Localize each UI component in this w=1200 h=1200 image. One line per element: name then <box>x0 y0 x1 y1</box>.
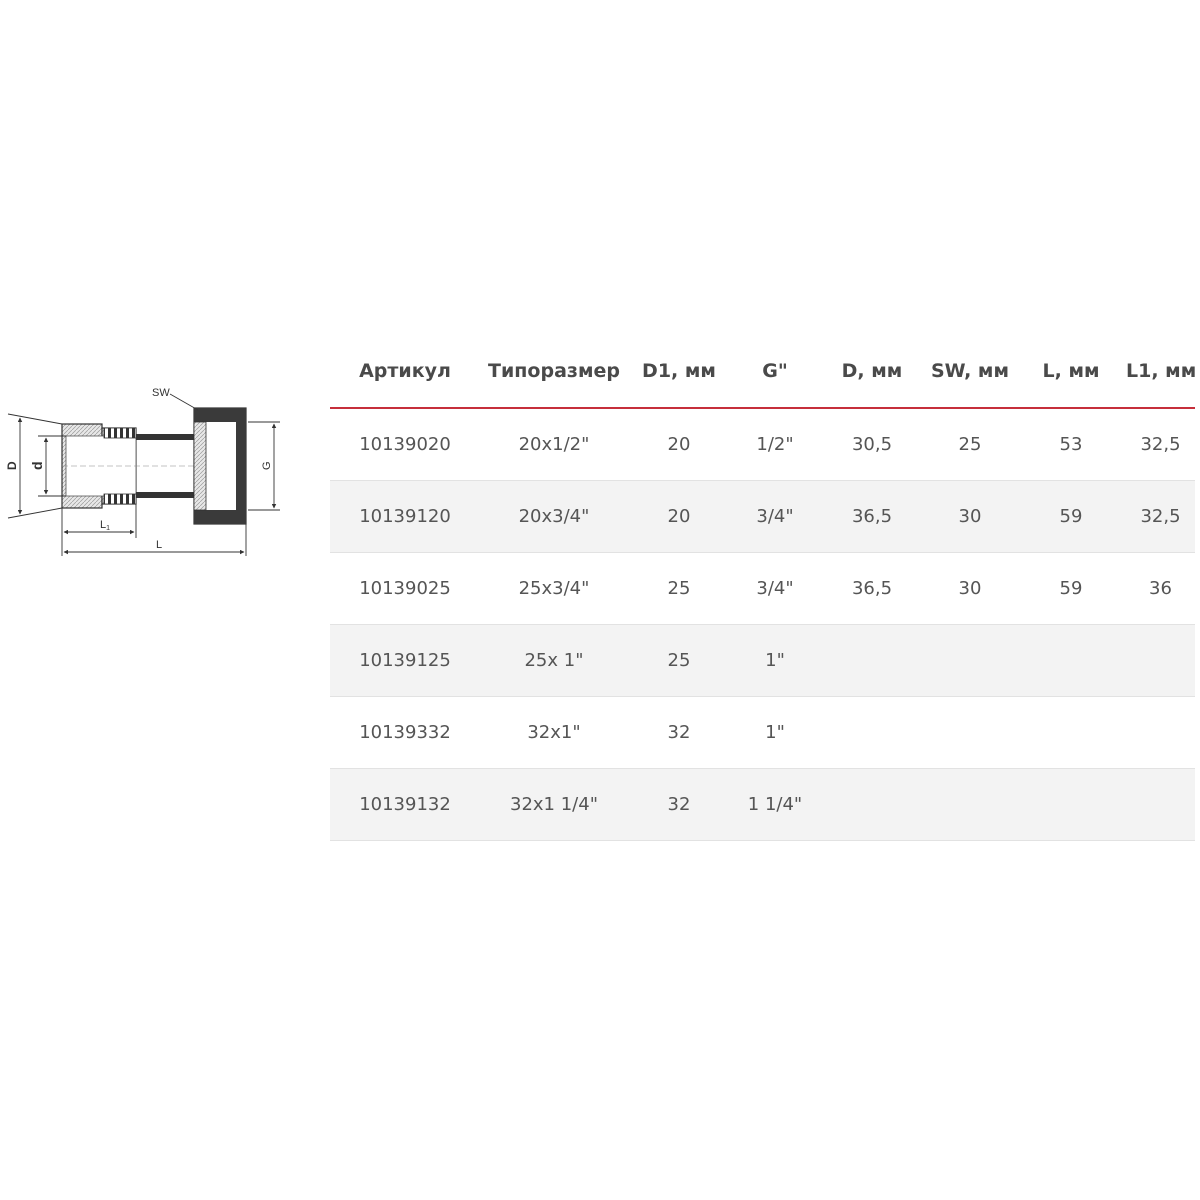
cell-g: 3/4" <box>730 553 820 625</box>
fitting-technical-drawing <box>0 378 300 568</box>
cell-l <box>1016 769 1126 841</box>
cell-d1: 25 <box>628 625 730 697</box>
cell-article: 10139132 <box>330 769 480 841</box>
header-l: L, мм <box>1016 335 1126 408</box>
header-l1: L1, мм <box>1126 335 1195 408</box>
cell-d <box>820 697 924 769</box>
spec-table <box>330 335 1195 841</box>
label-l1: L1 <box>100 519 111 532</box>
cell-d <box>820 769 924 841</box>
header-sw: SW, мм <box>924 335 1016 408</box>
table-row <box>330 625 1195 697</box>
cell-size: 25x3/4" <box>480 553 628 625</box>
cell-sw: 30 <box>924 481 1016 553</box>
table-row <box>330 408 1195 481</box>
cell-sw <box>924 769 1016 841</box>
cell-d1: 20 <box>628 408 730 481</box>
cell-article: 10139120 <box>330 481 480 553</box>
union-nut <box>194 408 246 524</box>
cell-l1 <box>1126 769 1195 841</box>
cell-d: 36,5 <box>820 481 924 553</box>
header-article: Артикул <box>330 335 480 408</box>
label-big-d: D <box>5 461 19 470</box>
table-row <box>330 481 1195 553</box>
cell-l: 53 <box>1016 408 1126 481</box>
cell-d: 30,5 <box>820 408 924 481</box>
cell-l1 <box>1126 697 1195 769</box>
cell-g: 1" <box>730 697 820 769</box>
cell-g: 3/4" <box>730 481 820 553</box>
cell-l1: 32,5 <box>1126 408 1195 481</box>
header-d1: D1, мм <box>628 335 730 408</box>
cell-article: 10139125 <box>330 625 480 697</box>
cell-sw <box>924 697 1016 769</box>
table-row <box>330 769 1195 841</box>
header-size: Типоразмер <box>480 335 628 408</box>
cell-l <box>1016 697 1126 769</box>
cell-size: 32x1 1/4" <box>480 769 628 841</box>
cell-size: 20x3/4" <box>480 481 628 553</box>
cell-d: 36,5 <box>820 553 924 625</box>
header-d: D, мм <box>820 335 924 408</box>
cell-l1: 36 <box>1126 553 1195 625</box>
cell-l <box>1016 625 1126 697</box>
label-small-d: d <box>29 461 45 470</box>
cell-size: 25x 1" <box>480 625 628 697</box>
cell-sw: 25 <box>924 408 1016 481</box>
table-header-row <box>330 335 1195 408</box>
cell-article: 10139025 <box>330 553 480 625</box>
cell-d1: 32 <box>628 769 730 841</box>
cell-size: 20x1/2" <box>480 408 628 481</box>
cell-d1: 32 <box>628 697 730 769</box>
cell-g: 1/2" <box>730 408 820 481</box>
cell-sw: 30 <box>924 553 1016 625</box>
cell-g: 1 1/4" <box>730 769 820 841</box>
cell-article: 10139020 <box>330 408 480 481</box>
label-sw: SW <box>152 387 170 399</box>
cell-l: 59 <box>1016 481 1126 553</box>
cell-article: 10139332 <box>330 697 480 769</box>
label-g: G <box>261 461 273 470</box>
label-l: L <box>156 539 163 551</box>
table-row <box>330 697 1195 769</box>
cell-l1 <box>1126 625 1195 697</box>
cell-d <box>820 625 924 697</box>
cell-d1: 20 <box>628 481 730 553</box>
table-row <box>330 553 1195 625</box>
cell-l1: 32,5 <box>1126 481 1195 553</box>
cell-g: 1" <box>730 625 820 697</box>
cell-sw <box>924 625 1016 697</box>
cell-size: 32x1" <box>480 697 628 769</box>
cell-d1: 25 <box>628 553 730 625</box>
header-g: G" <box>730 335 820 408</box>
cell-l: 59 <box>1016 553 1126 625</box>
